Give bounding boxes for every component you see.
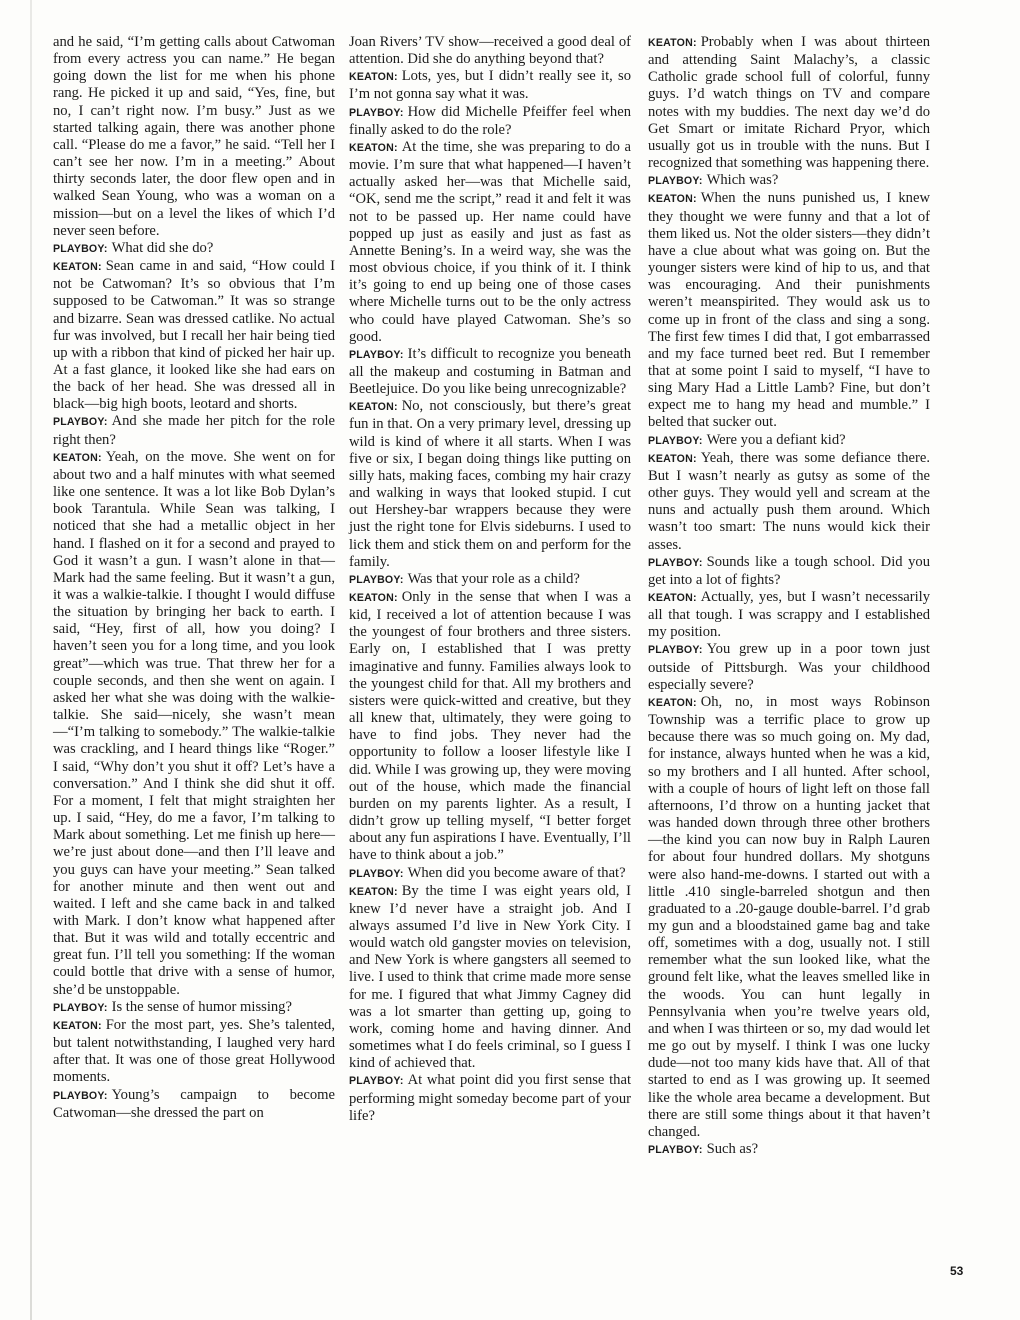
speaker-label: PLAYBOY: (53, 416, 108, 429)
paragraph-text: Was that your role as a child? (407, 570, 580, 587)
text-column-2 (349, 34, 631, 1125)
interview-paragraph (53, 34, 335, 240)
interview-paragraph (349, 34, 631, 68)
interview-paragraph (349, 139, 631, 346)
speaker-label: KEATON: (648, 452, 697, 465)
speaker-label: KEATON: (648, 193, 697, 206)
paragraph-text: Only in the sense that when I was a kid, I received a lot of attention because I was the youngest of four brothers and three sisters. Early on, I established that I was pretty imaginative and funny. Families always look to the youngest child for that. All my brothers and sisters were quick-witted and creative, but they all knew that, ultimately, they were going to have to find jobs. They never had the opportunity to follow a looser lifestyle like I did. While I was growing up, they were moving out of the house, which made the financial burden on my parents lighter. As a result, I didn’t grow up telling myself, “I better forget about any fun aspirations I have. Eventually, I’ll have to think about a job.” (349, 589, 631, 864)
paragraph-text: When the nuns punished us, I knew they thought we were funny and that a lot of them liked us. Not the older sisters—they didn’t have a clue about what was going on. But the younger sisters were kind of hip to us, and that was encouraging. And their punishments weren’t meanspirited. They would ask us to come up in front of the class and sing a song. The first few times I did that, I got embarrassed and my face turned beet red. But I remember that at some point I said to myself, “I have to sing Mary Had a Little Lamb? Fine, but don’t expect me to hang my head and mumble.” I belted that sucker out. (648, 190, 930, 431)
interview-paragraph (349, 883, 631, 1073)
paragraph-text: Sounds like a tough school. Did you get into a lot of fights? (648, 553, 930, 588)
paragraph-text: Sean came in and said, “How could I not be Catwoman? It’s so obvious that I’m supposed to be Catwoman.” It was so strange and bizarre. Sean was dressed catlike. No actual fur was involved, but I recall her hair being tied up with a ribbon that kind of picked her hair up. At a fast glance, it looked like she had ears on the back of her head. She was dressed all in black—big high boots, leotard and shorts. (53, 258, 335, 413)
interview-paragraph (53, 413, 335, 448)
speaker-label: PLAYBOY: (349, 867, 404, 880)
page-gutter-edge (30, 0, 32, 1320)
interview-paragraph (648, 432, 930, 450)
speaker-label: KEATON: (349, 592, 398, 604)
interview-paragraph (53, 258, 335, 413)
paragraph-text: It’s difficult to recognize you beneath all the makeup and costuming in Batman and Beetlejuice. Do you like being unrecognizable? (349, 345, 631, 398)
interview-paragraph (53, 999, 335, 1017)
speaker-label: KEATON: (53, 1019, 102, 1032)
paragraph-text: You grew up in a poor town just outside of Pittsburgh. Was your childhood especially severe? (648, 641, 930, 693)
speaker-label: PLAYBOY: (648, 1144, 703, 1156)
paragraph-text: How did Michelle Pfeiffer feel when finally asked to do the role? (349, 103, 631, 138)
interview-paragraph (53, 1017, 335, 1087)
interview-paragraph (648, 694, 930, 1141)
speaker-label: PLAYBOY: (349, 1075, 404, 1088)
paragraph-text: By the time I was eight years old, I knew I’d never have a straight job. And I always assumed I’d live in New York City. I would watch old gangster movies on television, and New York is where gangsters all seemed to live. I used to think that crime made more sense for me. I figured that what Jimmy Cagney did was a lot smarter than getting up, going to work, coming home and having dinner. And sometimes what I do feels criminal, so I guess I kind of achieved that. (349, 882, 631, 1072)
paragraph-text: Were you a defiant kid? (706, 431, 846, 448)
interview-paragraph (648, 589, 930, 641)
interview-paragraph (648, 554, 930, 589)
interview-paragraph (648, 172, 930, 190)
paragraph-text: When did you become aware of that? (407, 864, 626, 881)
paragraph-text: Oh, no, in most ways Robinson Township was a terrific place to grow up because there was so much going on. My dad, for instance, always hunted when he was a kid, so my brothers and I all hunted. After school, with a couple of hours of light left on those fall afternoons, I’d throw on a hunting jacket that was handed down through three other brothers—the kind you can now buy in Ralph Lauren for about four hundred dollars. My shotguns were also hand-me-downs. I started out with a little .410 single-barreled shotgun and then graduated to a .20-gauge double-barrel. I’d grab my gun and a bloodstained game bag and take off, sometimes with a dog, usually not. I still remember what the sun looked like, what the ground felt like, what the leaves smelled like in the woods. You can hunt legally in Pennsylvania when you’re twelve years old, and when I was thirteen or so, my dad would let me go out by myself. I think I was one lucky dude—not too many kids have that. All of that started to end as I was growing up. It seemed like the whole area became a development. But there are still some things about it that haven’t changed. (648, 693, 930, 1140)
speaker-label: KEATON: (648, 592, 697, 604)
interview-paragraph (648, 190, 930, 431)
speaker-label: PLAYBOY: (53, 1089, 108, 1102)
speaker-label: PLAYBOY: (349, 573, 404, 586)
speaker-label: KEATON: (648, 696, 697, 709)
text-column-1 (53, 34, 335, 1122)
speaker-label: KEATON: (53, 261, 102, 274)
interview-paragraph (349, 346, 631, 398)
speaker-label: PLAYBOY: (648, 434, 703, 447)
paragraph-text: Joan Rivers’ TV show—received a good deal of attention. Did she do anything beyond that? (349, 34, 631, 68)
paragraph-text: No, not consciously, but there’s great fun in that. On a very primary level, dressing up wild is kind of where it all starts. When I was five or six, I began doing things like putting on silly hats, making faces, combing my hair crazy and walking in ways that looked stupid. I cut out Hershey-bar wrappers because they were just the right tone for Elvis sideburns. I used to lick them and stick them on and perform for the family. (349, 398, 631, 570)
interview-paragraph (648, 450, 930, 554)
interview-paragraph (648, 1141, 930, 1159)
interview-paragraph (349, 398, 631, 571)
paragraph-text: Which was? (706, 172, 779, 189)
interview-paragraph (349, 1072, 631, 1124)
speaker-label: KEATON: (349, 885, 398, 898)
paragraph-text: Yeah, on the move. She went on for about two and a half minutes with what seemed like one sentence. It was a lot like Bob Dylan’s book Tarantula. While Sean was talking, I noticed that she had a metallic object in her hand. I flashed on it for a second and prayed to God it wasn’t a gun. I wasn’t alone in that—Mark had the same feeling. But it wasn’t a gun, it was a walkie-talkie. I thought I would diffuse the situation by bringing her back to earth. I said, “Hey, first of all, how you doing? I haven’t seen you for a long time, and you look great”—which was true. That threw her for a couple seconds, and then she went on again. I asked her what she was doing with the walkie-talkie. She said—nicely, she wasn’t mean—“I’m talking to somebody.” The walkie-talkie was crackling, and I heard things like “Roger.” I said, “Why don’t you shut it off? Let’s have a conversation.” And I think she did shut it off. For a moment, I felt that might straighten her up. I said, “Hey, do me a favor, I’m talking to Mark about something. Let me finish up here—we’re just about done—and then I’ll leave and you guys can have your meeting.” Sean talked for another minute and then went out and waited. I left and she came back in and talked with Mark. I don’t know what happened after that. But it was wild and totally eccentric and great fun. I’ll tell you something: If the woman could bottle that drive with a sense of humor, she’d be unstoppable. (53, 448, 335, 998)
interview-paragraph (53, 1087, 335, 1122)
text-column-3 (648, 34, 930, 1159)
speaker-label: PLAYBOY: (349, 106, 404, 119)
interview-paragraph (648, 34, 930, 172)
paragraph-text: What did she do? (111, 239, 214, 256)
paragraph-text: Is the sense of humor missing? (111, 998, 292, 1015)
paragraph-text: Lots, yes, but I didn’t really see it, so I’m not gonna say what it was. (349, 68, 631, 103)
paragraph-text: Young’s campaign to become Catwoman—she dressed the part on (53, 1086, 335, 1121)
paragraph-text: At what point did you first sense that performing might someday become part of your life? (349, 1072, 631, 1124)
interview-paragraph (349, 589, 631, 865)
paragraph-text: At the time, she was preparing to do a movie. I’m sure that what happened—I haven’t actually asked her—was that Michelle said, “OK, send me the script,” read it and felt it was not to be passed up. Her name could have popped up just as easily and just as fast as Annette Bening’s. In a weird way, she was the most obvious choice, if you think of it. I think it’s going to end up being one of those cases where Michelle turns out to be the only actress who could have played Catwoman. She’s so good. (349, 138, 631, 345)
speaker-label: PLAYBOY: (53, 1001, 108, 1014)
interview-paragraph (349, 104, 631, 139)
paragraph-text: Yeah, there was some defiance there. But I wasn’t nearly as gutsy as some of the other guys. They would yell and scream at the nuns and actually push them around. Which wasn’t too smart: The nuns would kick their asses. (648, 449, 930, 553)
interview-paragraph (53, 240, 335, 258)
speaker-label: PLAYBOY: (349, 348, 404, 361)
paragraph-text: Actually, yes, but I wasn’t necessarily all that tough. I was scrappy and I established my position. (648, 589, 930, 641)
interview-paragraph (349, 865, 631, 883)
paragraph-text: Such as? (706, 1141, 759, 1157)
paragraph-text: Probably when I was about thirteen and attending Saint Malachy’s, a classic Catholic grade school full of colorful, funny guys. I’d watch things on TV and compare notes with my buddies. The next day we’d do Get Smart or imitate Richard Pryor, which usually got us in trouble with the nuns. But I recognized that something was happening there. (648, 34, 930, 172)
interview-paragraph (648, 641, 930, 693)
speaker-label: KEATON: (349, 71, 398, 84)
speaker-label: KEATON: (349, 141, 398, 154)
page-number: 53 (950, 1264, 964, 1278)
speaker-label: PLAYBOY: (648, 175, 703, 188)
interview-paragraph (349, 68, 631, 103)
speaker-label: KEATON: (53, 451, 102, 464)
paragraph-text: and he said, “I’m getting calls about Catwoman from every actress you can name.” He began going down the list for me when his phone rang. He picked it up and said, “Yes, fine, but no, I can’t right now. I’m busy.” Just as we started talking again, there was another phone call. “Please do me a favor,” he said. “Tell her I can’t see her now. I’m in a meeting.” About thirty seconds later, the door flew open and in walked Sean Young, who was a woman on a mission—but on a level the likes of which I’d never seen before. (53, 34, 335, 239)
paragraph-text: And she made her pitch for the role right then? (53, 413, 335, 448)
speaker-label: PLAYBOY: (648, 556, 703, 569)
interview-paragraph (349, 571, 631, 589)
speaker-label: KEATON: (349, 401, 398, 414)
speaker-label: KEATON: (648, 37, 697, 49)
interview-paragraph (53, 449, 335, 999)
speaker-label: PLAYBOY: (648, 644, 703, 657)
speaker-label: PLAYBOY: (53, 242, 108, 255)
paragraph-text: For the most part, yes. She’s talented, but talent notwithstanding, I laughed very hard after that. It was one of those great Hollywood moments. (53, 1016, 335, 1086)
